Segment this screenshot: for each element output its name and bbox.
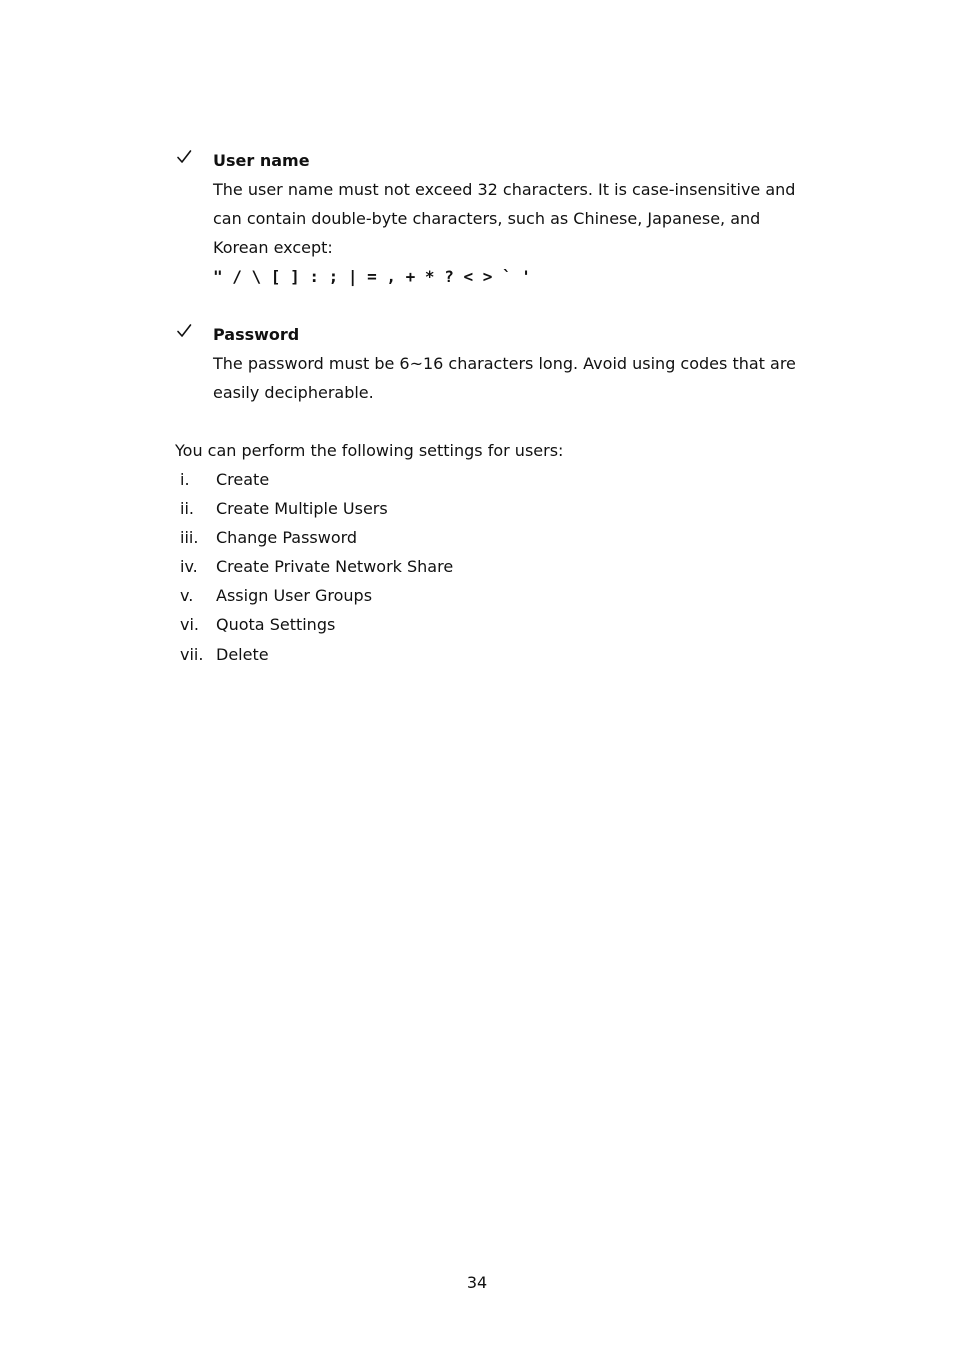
list-label: Assign User Groups bbox=[216, 586, 373, 605]
username-description bbox=[213, 175, 825, 262]
checkmark-icon bbox=[175, 148, 193, 166]
password-description bbox=[213, 349, 825, 407]
list-numeral: vi. bbox=[180, 615, 199, 634]
list-label: Delete bbox=[216, 645, 269, 664]
list-numeral: iii. bbox=[180, 528, 199, 547]
password-description-line: The password must be 6~16 characters long. Avoid using codes that are bbox=[213, 354, 796, 373]
username-description-line: The user name must not exceed 32 characters. It is case-insensitive and bbox=[213, 180, 796, 199]
list-numeral: i. bbox=[180, 470, 190, 489]
username-title: User name bbox=[213, 151, 310, 170]
username-description-line: Korean except: bbox=[213, 238, 333, 257]
page-number: 34 bbox=[466, 1273, 488, 1292]
username-requirement bbox=[175, 146, 825, 291]
password-requirement bbox=[175, 320, 825, 407]
list-label: Create Private Network Share bbox=[216, 557, 454, 576]
list-numeral: iv. bbox=[180, 557, 198, 576]
checkmark-icon bbox=[175, 322, 193, 340]
list-numeral: vii. bbox=[180, 645, 204, 664]
password-description-line: easily decipherable. bbox=[213, 383, 374, 402]
list-label: Create bbox=[216, 470, 270, 489]
forbidden-characters: " / \ [ ] : ; | = , + * ? < > ` ' bbox=[213, 267, 531, 286]
list-label: Change Password bbox=[216, 528, 358, 547]
settings-intro: You can perform the following settings for users: bbox=[175, 441, 564, 460]
list-numeral: ii. bbox=[180, 499, 194, 518]
list-label: Quota Settings bbox=[216, 615, 336, 634]
password-title: Password bbox=[213, 325, 300, 344]
list-label: Create Multiple Users bbox=[216, 499, 388, 518]
username-description-line: can contain double-byte characters, such as Chinese, Japanese, and bbox=[213, 209, 761, 228]
list-numeral: v. bbox=[180, 586, 194, 605]
